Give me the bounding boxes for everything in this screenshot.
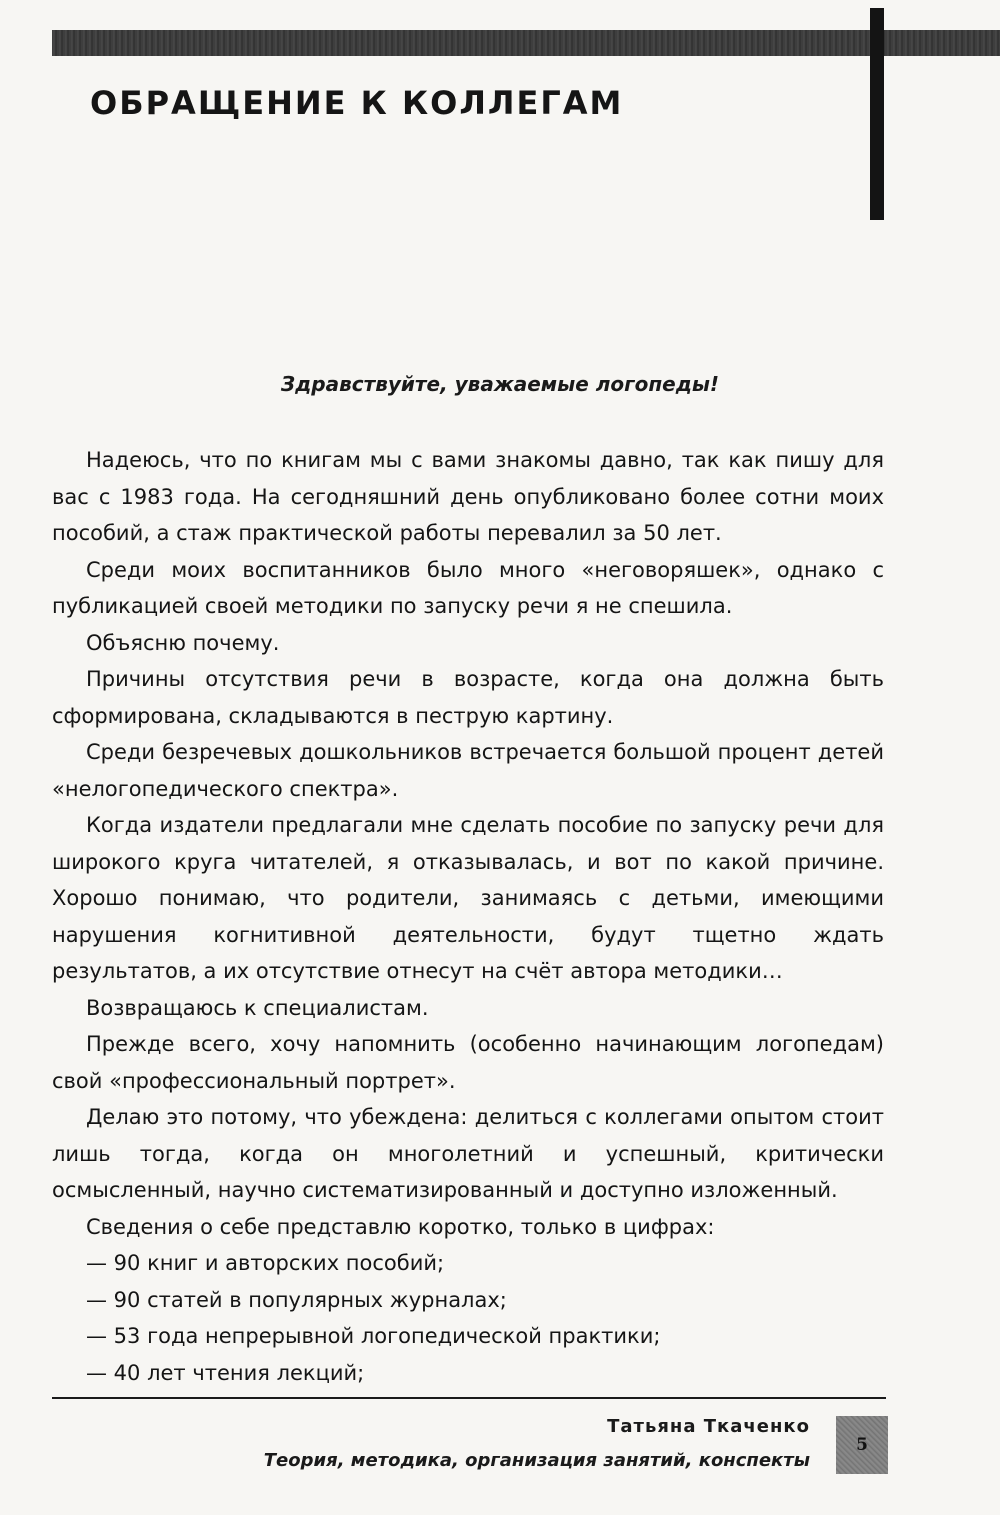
- paragraph: Возвращаюсь к специалистам.: [86, 995, 429, 1020]
- header-vertical-bar: [870, 8, 884, 220]
- page-number-box: [836, 1416, 888, 1474]
- paragraph: Среди моих воспитанников было много «неговоряшек», однако с публикацией своей методики по запуску речи я не спешила.: [52, 557, 884, 618]
- page-number: 5: [856, 1435, 868, 1455]
- paragraph: Сведения о себе представлю коротко, только в цифрах:: [86, 1214, 715, 1239]
- paragraph: Делаю это потому, что убеждена: делиться с коллегами опытом стоит лишь тогда, когда он многолетний и успешный, критически осмысленный, научно систематизированный и доступно изложенный.: [52, 1105, 884, 1202]
- list-item: — 40 лет чтения лекций;: [86, 1360, 365, 1385]
- greeting: Здравствуйте, уважаемые логопеды!: [280, 372, 720, 396]
- chapter-title: ОБРАЩЕНИЕ К КОЛЛЕГАМ: [90, 84, 624, 122]
- footer-book-subtitle: Теория, методика, организация занятий, конспекты: [263, 1450, 810, 1471]
- paragraph: Объясню почему.: [86, 630, 280, 655]
- header-decorative-band: [52, 30, 1000, 56]
- list-item: — 53 года непрерывной логопедической практики;: [86, 1324, 661, 1348]
- stats-list: [52, 1245, 884, 1391]
- footer-divider: [52, 1397, 886, 1399]
- paragraph: Надеюсь, что по книгам мы с вами знакомы давно, так как пишу для вас с 1983 года. На сегодняшний день опубликовано более сотни моих пособий, а стаж практической работы перевалил за 50 лет.: [52, 448, 884, 545]
- list-item: — 90 книг и авторских пособий;: [86, 1251, 445, 1275]
- paragraph: Когда издатели предлагали мне сделать пособие по запуску речи для широкого круга читателей, я отказывалась, и вот по какой причине. Хорошо понимаю, что родители, занимаясь с детьми, имеющими нарушения когнитивной деятельности, будут тщетно ждать результатов, а их отсутствие отнесут на счёт автора методики…: [52, 813, 884, 983]
- list-item: — 90 статей в популярных журналах;: [86, 1287, 507, 1312]
- body-text: [52, 442, 884, 1391]
- paragraph: Прежде всего, хочу напомнить (особенно начинающим логопедам) свой «профессиональный портрет».: [52, 1032, 884, 1093]
- paragraph: Среди безречевых дошкольников встречается большой процент детей «нелогопедического спектра».: [52, 740, 884, 801]
- footer-author: Татьяна Ткаченко: [607, 1416, 810, 1437]
- paragraph: Причины отсутствия речи в возрасте, когда она должна быть сформирована, складываются в пеструю картину.: [52, 667, 884, 728]
